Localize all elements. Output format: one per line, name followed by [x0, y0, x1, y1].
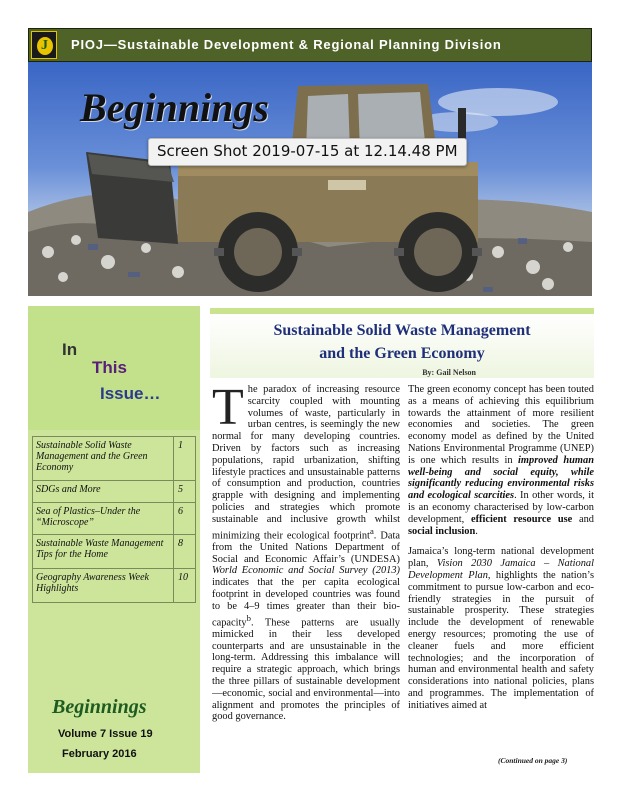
article-title-line-1: Sustainable Solid Waste Management: [273, 322, 531, 339]
sidebar-heading-block: [28, 306, 200, 430]
plan-title: Vision 2030 Jamaica – National Development Plan: [408, 558, 594, 581]
newsletter-brand: Beginnings: [52, 696, 147, 718]
division-title: PIOJ—Sustainable Development & Regional Planning Division: [71, 37, 502, 52]
text-run: and: [572, 513, 594, 525]
bold-term: efficient resource use: [470, 513, 573, 525]
paragraph: [408, 546, 594, 711]
paragraph: [408, 384, 594, 537]
paragraph: [212, 384, 400, 723]
header-band: [28, 28, 592, 62]
toc-title[interactable]: Sea of Plastics–Under the “Microscope”: [33, 503, 174, 535]
toc-row[interactable]: [33, 535, 196, 569]
masthead-title: Beginnings: [80, 85, 269, 130]
pioj-logo: [31, 31, 57, 59]
toc-page: 5: [174, 481, 196, 503]
article-column-2: [408, 384, 594, 764]
article-title-line-2: and the Green Economy: [319, 345, 485, 362]
toc-row[interactable]: [33, 569, 196, 603]
text-run: Jamaica’s long-term national development plan,: [408, 546, 594, 570]
toc-page: 6: [174, 503, 196, 535]
text-run: he paradox of increasing resource scarcity coupled with mounting volumes of waste, particularly in urban centres, is seemingly the new normal for many developing countries. Driven by factors such as increasing populations, rapid urbanization, shifting lifestyle practices and unsustainable patterns of consumption and production, countries grapple with designing and implementing policies and strategies which promote sustainable and inclusive growth whilst minimizing their ecological footprint: [212, 384, 400, 542]
toc-title[interactable]: SDGs and More: [33, 481, 174, 503]
sidebar-in-this-issue: [28, 306, 200, 773]
table-of-contents: [32, 436, 196, 603]
sidebar-heading-this: This: [92, 358, 127, 377]
toc-title[interactable]: Sustainable Waste Management Tips for the Home: [33, 535, 174, 569]
toc-title[interactable]: Sustainable Solid Waste Management and the Green Economy: [33, 437, 174, 481]
toc-page: 8: [174, 535, 196, 569]
text-run: . In other words, it is an economy characterised by low-carbon development,: [408, 490, 594, 525]
text-run: , highlights the nation’s commitment to pursue low-carbon and eco-friendly strategies in the pursuit of sustainable prosperity. These strategies include the development of renewable energy resources; promoting the use of cleaner fuels and more efficient technologies; and the incorporation of human and environmental health and safety considerations into national policies, plans and programmes. The implementation of initiatives aimed at: [408, 569, 594, 711]
article-title-box: [210, 308, 594, 378]
volume-issue: Volume 7 Issue 19: [58, 728, 153, 740]
text-run: indicates that the per capita ecological footprint in developed countries was found to be 4–9 times greater than their bio-capacity: [212, 577, 400, 629]
continued-note[interactable]: (Continued on page 3): [498, 756, 568, 765]
footnote-marker: b: [246, 612, 251, 623]
toc-title[interactable]: Geography Awareness Week Highlights: [33, 569, 174, 603]
drop-cap: T: [212, 384, 244, 436]
text-run: The green economy concept has been touted as a means of achieving this equilibrium towards the attainment of more resilient economies and societies. The green economy model as defined by the United Nations Environmental Programme (UNEP) is one which results in: [408, 384, 594, 466]
toc-row[interactable]: [33, 481, 196, 503]
text-run: .: [475, 525, 478, 537]
publication-title: World Economic and Social Survey (2013): [212, 565, 400, 577]
text-run: . These patterns are usually mimicked in their less developed counterparts and are unsustainable in the long-term. Addressing this imbalance will require a strategic approach, which brings the three pillars of sustainable development—economic, social and environmental—into alignment and promotes the principles of good governance.: [212, 617, 400, 723]
article-byline: By: Gail Nelson: [422, 368, 476, 377]
text-run: . Data from the United Nations Department of Social and Economic Affair’s (UNDESA): [212, 530, 400, 565]
sidebar-heading-in: In: [62, 340, 78, 359]
bold-term: social inclusion: [408, 525, 476, 537]
toc-row[interactable]: [33, 437, 196, 481]
sidebar-heading-issue: Issue…: [100, 384, 161, 403]
emphasis: improved human well-being and social equity, while significantly reducing environmental risks and ecological scarcities: [408, 454, 594, 502]
article-column-1: [212, 384, 400, 764]
toc-row[interactable]: [33, 503, 196, 535]
logo-letter: J: [41, 38, 48, 53]
issue-date: February 2016: [62, 748, 137, 760]
hero-image: [28, 62, 592, 296]
toc-page: 10: [174, 569, 196, 603]
screenshot-label: Screen Shot 2019-07-15 at 12.14.48 PM: [148, 138, 467, 166]
toc-page: 1: [174, 437, 196, 481]
footnote-marker: a: [369, 525, 374, 536]
